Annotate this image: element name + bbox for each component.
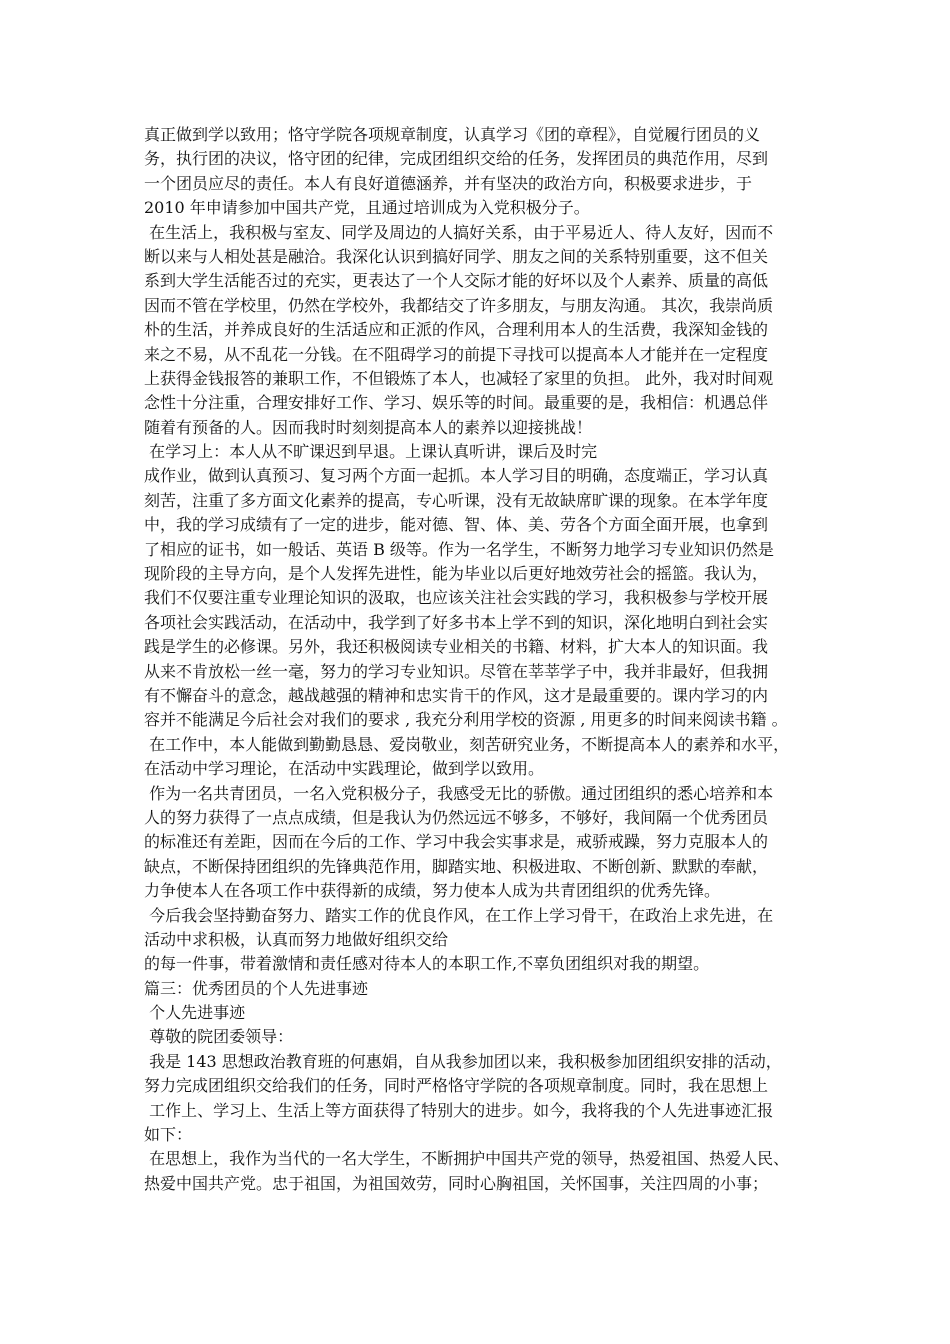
text-line: 力争使本人在各项工作中获得新的成绩，努力使本人成为共青团组织的优秀先锋。 xyxy=(144,881,721,901)
text-line: 的每一件事，带着激情和责任感对待本人的本职工作,不辜负团组织对我的期望。 xyxy=(144,954,710,974)
text-line: 容并不能满足今后社会对我们的要求 , 我充分利用学校的资源 , 用更多的时间来阅读书籍 。 xyxy=(144,710,788,730)
text-line: 的标准还有差距，因而在今后的工作、学习中我会实事求是，戒骄戒躁，努力克服本人的 xyxy=(144,832,769,852)
text-line: 现阶段的主导方向，是个人发挥先进性，能为毕业以后更好地效劳社会的摇篮。我认为， xyxy=(144,564,769,584)
text-line: 随着有预备的人。因而我时时刻刻提高本人的素养以迎接挑战！ xyxy=(144,417,593,437)
text-line: 践是学生的必修课。另外，我还积极阅读专业相关的书籍、材料，扩大本人的知识面。我 xyxy=(144,637,769,657)
section-heading: 篇三：优秀团员的个人先进事迹 xyxy=(144,978,369,998)
text-line: 活动中求积极，认真而努力地做好组织交给 xyxy=(144,929,449,949)
text-line: 人的努力获得了一点点成绩，但是我认为仍然远远不够多，不够好，我间隔一个优秀团员 xyxy=(144,807,769,827)
text-line: 努力完成团组织交给我们的任务，同时严格恪守学院的各项规章制度。同时，我在思想上 xyxy=(144,1076,769,1096)
text-line: 在思想上，我作为当代的一名大学生，不断拥护中国共产党的领导，热爱祖国、热爱人民、 xyxy=(144,1149,790,1169)
text-line: 一个团员应尽的责任。本人有良好道德涵养，并有坚决的政治方向，积极要求进步，于 xyxy=(144,173,753,193)
text-line: 我是 143 思想政治教育班的何惠娟，自从我参加团以来，我积极参加团组织安排的活动， xyxy=(144,1051,782,1071)
text-line: 了相应的证书，如一般话、英语 B 级等。作为一名学生，不断努力地学习专业知识仍然是 xyxy=(144,539,774,559)
text-line: 缺点，不断保持团组织的先锋典范作用，脚踏实地、积极进取、不断创新、默默的奉献， xyxy=(144,856,769,876)
text-line: 刻苦，注重了多方面文化素养的提高，专心听课，没有无故缺席旷课的现象。在本学年度 xyxy=(144,490,769,510)
text-line: 个人先进事迹 xyxy=(144,1003,246,1023)
text-line: 系到大学生活能否过的充实，更表达了一个人交际才能的好坏以及个人素养、质量的高低 xyxy=(144,271,769,291)
text-line: 2010 年申请参加中国共产党，且通过培训成为入党积极分子。 xyxy=(144,198,590,218)
text-line: 成作业，做到认真预习、复习两个方面一起抓。本人学习目的明确，态度端正，学习认真 xyxy=(144,466,769,486)
text-line: 来之不易，从不乱花一分钱。在不阻碍学习的前提下寻找可以提高本人才能并在一定程度 xyxy=(144,344,769,364)
text-line: 在学习上：本人从不旷课迟到早退。上课认真听讲，课后及时完 xyxy=(144,442,598,462)
text-line: 热爱中国共产党。忠于祖国，为祖国效劳，同时心胸祖国，关怀国事，关注四周的小事； xyxy=(144,1173,769,1193)
text-line: 上获得金钱报答的兼职工作，不但锻炼了本人，也减轻了家里的负担。 此外，我对时间观 xyxy=(144,368,774,388)
text-line: 断以来与人相处甚是融洽。我深化认识到搞好同学、朋友之间的关系特别重要，这不但关 xyxy=(144,246,769,266)
text-line: 真正做到学以致用；恪守学院各项规章制度，认真学习《团的章程》，自觉履行团员的义 xyxy=(144,125,761,144)
text-line: 尊敬的院团委领导： xyxy=(144,1027,294,1047)
document-body xyxy=(144,123,824,1196)
text-line: 在工作中，本人能做到勤勤恳恳、爱岗敬业，刻苦研究业务，不断提高本人的素养和水平， xyxy=(144,734,790,754)
text-line: 因而不管在学校里，仍然在学校外，我都结交了许多朋友，与朋友沟通。 其次，我崇尚质 xyxy=(144,295,774,315)
text-line: 有不懈奋斗的意念，越战越强的精神和忠实肯干的作风，这才是最重要的。课内学习的内 xyxy=(144,685,769,705)
text-line: 在活动中学习理论，在活动中实践理论，做到学以致用。 xyxy=(144,759,545,779)
text-line: 我们不仅要注重专业理论知识的汲取，也应该关注社会实践的学习，我积极参与学校开展 xyxy=(144,588,769,608)
text-line: 各项社会实践活动，在活动中，我学到了好多书本上学不到的知识，深化地明白到社会实 xyxy=(144,612,769,632)
text-line: 中，我的学习成绩有了一定的进步，能对德、智、体、美、劳各个方面全面开展，也拿到 xyxy=(144,515,769,535)
text-line: 念性十分注重，合理安排好工作、学习、娱乐等的时间。最重要的是，我相信：机遇总伴 xyxy=(144,393,769,413)
text-line: 在生活上，我积极与室友、同学及周边的人搞好关系，由于平易近人、待人友好，因而不 xyxy=(144,222,774,242)
text-line: 作为一名共青团员，一名入党积极分子，我感受无比的骄傲。通过团组织的悉心培养和本 xyxy=(144,783,774,803)
text-line: 朴的生活，并养成良好的生活适应和正派的作风，合理利用本人的生活费，我深知金钱的 xyxy=(144,320,769,340)
text-line: 今后我会坚持勤奋努力、踏实工作的优良作风，在工作上学习骨干，在政治上求先进，在 xyxy=(144,905,774,925)
text-line: 工作上、学习上、生活上等方面获得了特别大的进步。如今，我将我的个人先进事迹汇报 xyxy=(144,1100,774,1120)
text-line: 从来不肯放松一丝一毫，努力的学习专业知识。尽管在莘莘学子中，我并非最好，但我拥 xyxy=(144,661,769,681)
text-line: 如下： xyxy=(144,1125,193,1145)
text-line: 务，执行团的决议，恪守团的纪律，完成团组织交给的任务，发挥团员的典范作用，尽到 xyxy=(144,149,769,169)
